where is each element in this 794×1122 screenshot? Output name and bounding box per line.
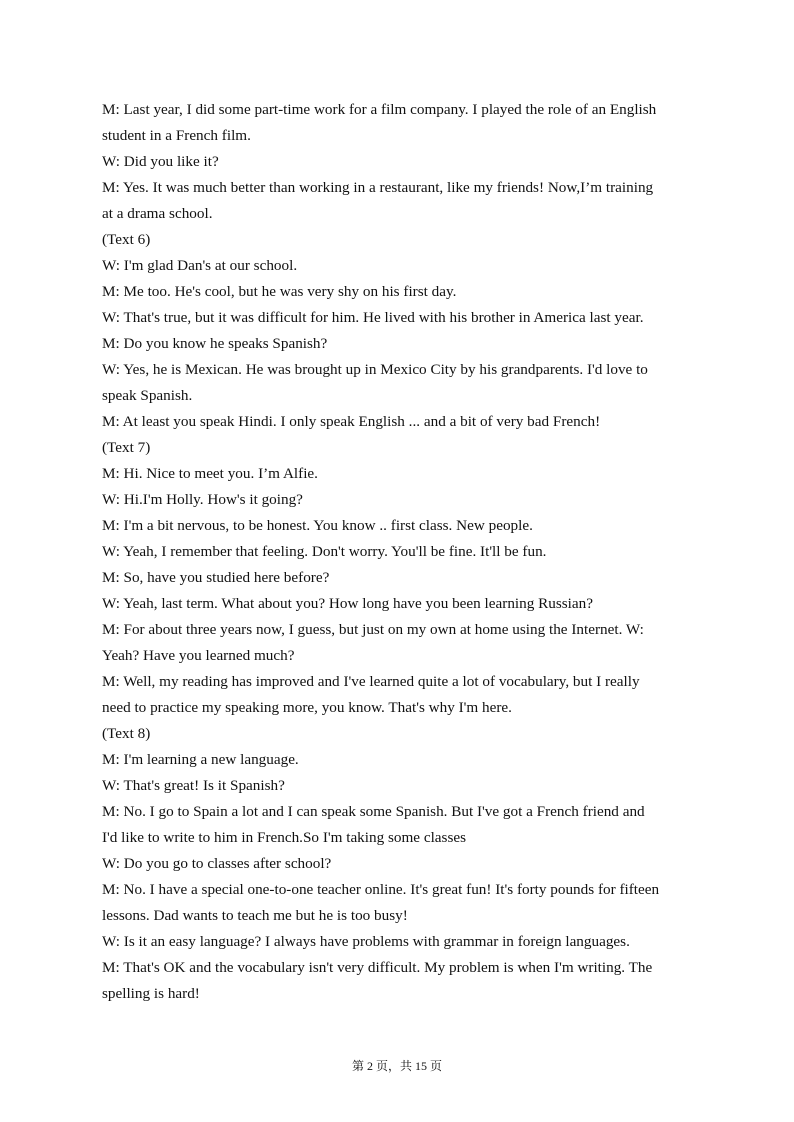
- text-line: lessons. Dad wants to teach me but he is too busy!: [102, 907, 408, 924]
- text-line: M: For about three years now, I guess, but just on my own at home using the Internet. W:: [102, 621, 644, 638]
- text-line: W: Do you go to classes after school?: [102, 855, 332, 872]
- text-line: M: Last year, I did some part-time work for a film company. I played the role of an English: [102, 101, 657, 118]
- text-line: M: Hi. Nice to meet you. I’m Alfie.: [102, 465, 318, 482]
- text-line: spelling is hard!: [102, 985, 200, 1002]
- text-line: speak Spanish.: [102, 387, 193, 404]
- transcript-body: [102, 97, 702, 1007]
- text-line: W: Yeah, I remember that feeling. Don't worry. You'll be fine. It'll be fun.: [102, 543, 547, 560]
- page-number-label: 第 2 页，共 15 页: [351, 1059, 442, 1073]
- page-footer: [0, 1058, 794, 1074]
- section-heading-text-8: (Text 8): [102, 725, 151, 742]
- text-line: W: Yeah, last term. What about you? How long have you been learning Russian?: [102, 595, 593, 612]
- text-line: student in a French film.: [102, 127, 251, 144]
- text-line: W: I'm glad Dan's at our school.: [102, 257, 298, 274]
- text-line: M: So, have you studied here before?: [102, 569, 330, 586]
- text-line: M: Well, my reading has improved and I've learned quite a lot of vocabulary, but I really: [102, 673, 640, 690]
- text-line: at a drama school.: [102, 205, 213, 222]
- text-line: W: That's great! Is it Spanish?: [102, 777, 285, 794]
- text-line: M: Yes. It was much better than working in a restaurant, like my friends! Now,I’m training: [102, 179, 654, 196]
- text-line: M: No. I go to Spain a lot and I can speak some Spanish. But I've got a French friend and: [102, 803, 645, 820]
- text-line: I'd like to write to him in French.So I'm taking some classes: [102, 829, 467, 846]
- text-line: M: I'm a bit nervous, to be honest. You know .. first class. New people.: [102, 517, 533, 534]
- text-line: W: That's true, but it was difficult for him. He lived with his brother in America last year.: [102, 309, 644, 326]
- section-heading-text-6: (Text 6): [102, 231, 151, 248]
- text-line: M: No. I have a special one-to-one teacher online. It's great fun! It's forty pounds for fifteen: [102, 881, 660, 898]
- text-line: M: Me too. He's cool, but he was very shy on his first day.: [102, 283, 457, 300]
- text-line: M: At least you speak Hindi. I only speak English ... and a bit of very bad French!: [102, 413, 601, 430]
- text-line: W: Did you like it?: [102, 153, 219, 170]
- text-line: need to practice my speaking more, you know. That's why I'm here.: [102, 699, 512, 716]
- text-line: W: Is it an easy language? I always have problems with grammar in foreign languages.: [102, 933, 630, 950]
- text-line: W: Yes, he is Mexican. He was brought up in Mexico City by his grandparents. I'd love to: [102, 361, 648, 378]
- text-line: M: That's OK and the vocabulary isn't very difficult. My problem is when I'm writing. The: [102, 959, 653, 976]
- text-line: M: Do you know he speaks Spanish?: [102, 335, 328, 352]
- text-line: Yeah? Have you learned much?: [102, 647, 295, 664]
- section-heading-text-7: (Text 7): [102, 439, 151, 456]
- text-line: W: Hi.I'm Holly. How's it going?: [102, 491, 303, 508]
- text-line: M: I'm learning a new language.: [102, 751, 299, 768]
